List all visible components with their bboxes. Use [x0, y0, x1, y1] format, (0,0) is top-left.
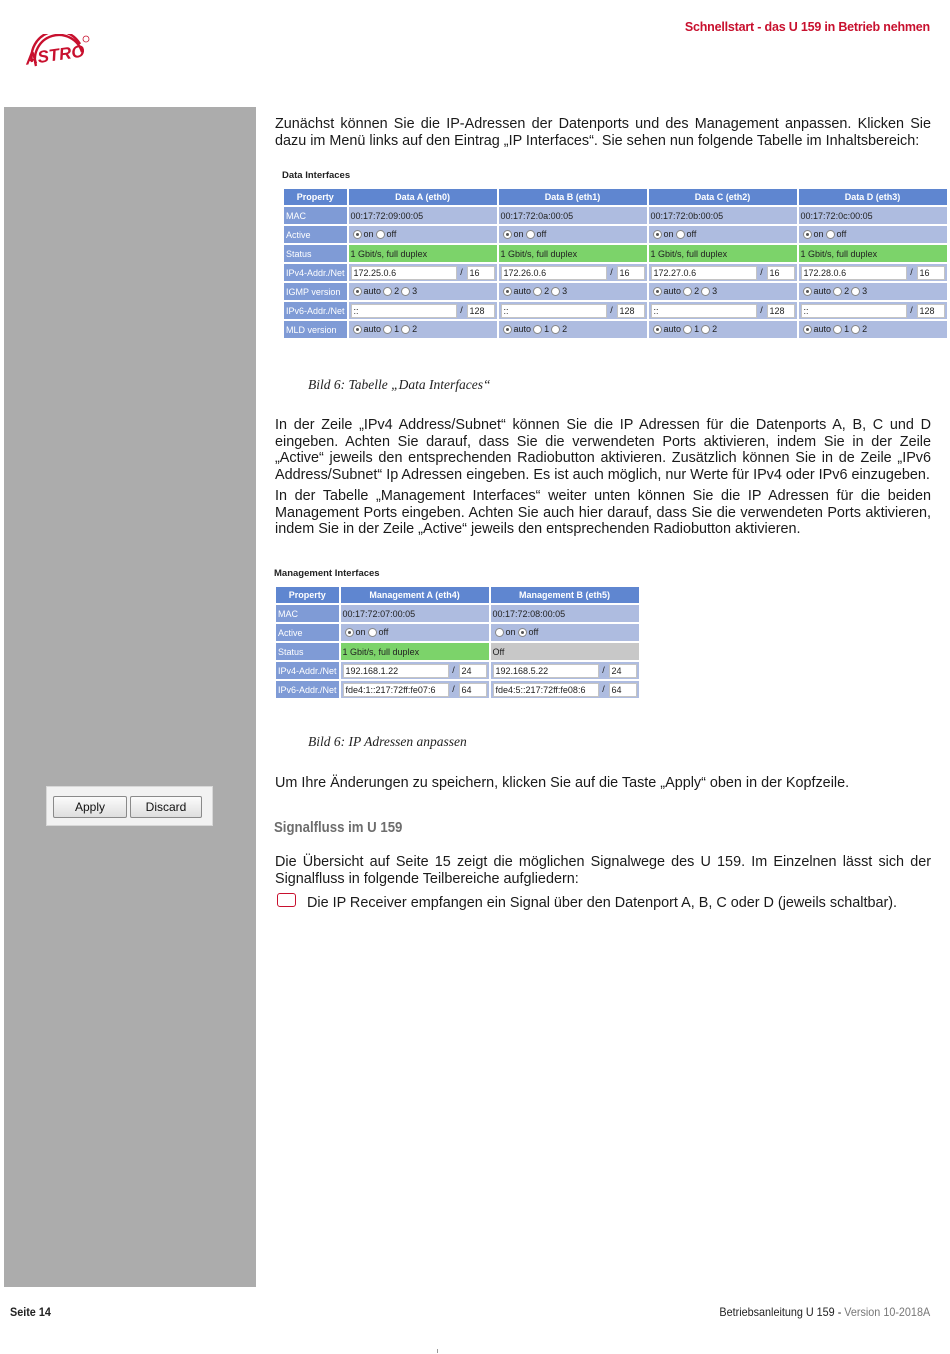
table-cell — [649, 226, 797, 243]
table-cell — [349, 302, 497, 319]
table-cell — [499, 226, 647, 243]
radio-label: on — [663, 229, 674, 240]
radio-button[interactable] — [653, 325, 662, 334]
table-cell — [349, 264, 497, 281]
column-header: Management A (eth4) — [341, 587, 489, 603]
radio-button[interactable] — [803, 325, 812, 334]
row-label: IPv6-Addr./Net — [284, 302, 347, 319]
radio-label: 2 — [562, 324, 568, 335]
radio-button[interactable] — [518, 628, 527, 637]
radio-button[interactable] — [803, 230, 812, 239]
table-cell: 00:17:72:0a:00:05 — [499, 207, 647, 224]
radio-label: 2 — [544, 286, 550, 297]
table-cell — [349, 226, 497, 243]
table-cell: 00:17:72:07:00:05 — [341, 605, 489, 622]
radio-label: auto — [363, 286, 382, 297]
column-header: Property — [276, 587, 339, 603]
column-header: Property — [284, 189, 347, 205]
radio-label: 2 — [844, 286, 850, 297]
radio-button[interactable] — [503, 287, 512, 296]
table-row — [276, 662, 639, 679]
column-header: Data D (eth3) — [799, 189, 947, 205]
radio-button[interactable] — [551, 287, 560, 296]
paragraph-management: In der Tabelle „Management Interfaces“ weiter unten können Sie die IP Adressen für die beiden Management Ports eingeben. Achten Sie auch hier darauf, dass Sie die verwendeten Ports aktivieren, indem Sie in der Zeile „Active“ jeweils den entsprechenden Radiobutton aktivieren. — [275, 488, 931, 538]
table-cell — [799, 264, 947, 281]
radio-label: auto — [513, 324, 532, 335]
table-cell — [349, 283, 497, 300]
radio-label: 1 — [844, 324, 850, 335]
prefix-input[interactable]: 128 — [917, 304, 945, 318]
table-cell — [499, 264, 647, 281]
row-label: MAC — [276, 605, 339, 622]
page-mark — [437, 1349, 438, 1353]
management-interfaces-screenshot — [274, 568, 634, 700]
radio-button[interactable] — [653, 230, 662, 239]
radio-button[interactable] — [551, 325, 560, 334]
slash-separator: / — [910, 304, 913, 315]
data-interfaces-table — [282, 187, 949, 340]
radio-button[interactable] — [353, 230, 362, 239]
svg-text:ASTRO: ASTRO — [24, 41, 86, 69]
radio-button[interactable] — [526, 230, 535, 239]
prefix-input[interactable]: 16 — [917, 266, 945, 280]
radio-button[interactable] — [353, 287, 362, 296]
apply-button[interactable]: Apply — [53, 796, 127, 818]
radio-label: auto — [663, 324, 682, 335]
slash-separator: / — [452, 683, 455, 694]
table-row — [284, 264, 947, 281]
prefix-input[interactable]: 128 — [617, 304, 645, 318]
radio-button[interactable] — [683, 287, 692, 296]
prefix-input[interactable]: 24 — [459, 664, 487, 678]
paragraph-ipv4: In der Zeile „IPv4 Address/Subnet“ können Sie die IP Adressen für die Datenports A, B, C und D eingeben. Achten Sie darauf, dass Sie die verwendeten Ports aktivieren, indem Sie in der Zeile „Active“ jeweils den entsprechenden Radiobutton aktivieren. Zusätzlich können Sie in de Zeile „IPv6 Address/Subnet“ Ip Adressen eingeben. Es ist auch möglich, nur Werte für IPv4 oder IPv6 einzugeben. — [275, 417, 931, 483]
table-row — [284, 245, 947, 262]
radio-button[interactable] — [383, 287, 392, 296]
slash-separator: / — [610, 266, 613, 277]
slash-separator: / — [452, 664, 455, 675]
radio-label: off — [378, 627, 389, 638]
data-interfaces-title: Data Interfaces — [282, 170, 351, 181]
radio-button[interactable] — [833, 325, 842, 334]
address-input[interactable]: 192.168.5.22 — [493, 664, 599, 678]
column-header: Data C (eth2) — [649, 189, 797, 205]
prefix-input[interactable]: 16 — [617, 266, 645, 280]
radio-button[interactable] — [401, 325, 410, 334]
side-column — [4, 107, 256, 1287]
radio-button[interactable] — [851, 287, 860, 296]
slash-separator: / — [460, 304, 463, 315]
figure-caption-2: Bild 6: IP Adressen anpassen — [308, 734, 467, 749]
table-row — [284, 207, 947, 224]
table-cell — [499, 321, 647, 338]
data-interfaces-screenshot — [282, 170, 935, 340]
address-input[interactable]: :: — [501, 304, 607, 318]
radio-button[interactable] — [503, 230, 512, 239]
management-interfaces-table — [274, 585, 641, 700]
slash-separator: / — [910, 266, 913, 277]
radio-button[interactable] — [653, 287, 662, 296]
prefix-input[interactable]: 128 — [767, 304, 795, 318]
column-header: Data B (eth1) — [499, 189, 647, 205]
paragraph-signalfluss: Die Übersicht auf Seite 15 zeigt die möglichen Signalwege des U 159. Im Einzelnen lässt sich der Signalfluss in folgende Teilbereiche aufgliedern: — [275, 854, 931, 887]
address-input[interactable]: fde4:5::217:72ff:fe08:6 — [493, 683, 599, 697]
radio-label: on — [363, 229, 374, 240]
table-cell: 00:17:72:0c:00:05 — [799, 207, 947, 224]
address-input[interactable]: :: — [801, 304, 907, 318]
table-cell: 1 Gbit/s, full duplex — [799, 245, 947, 262]
radio-button[interactable] — [383, 325, 392, 334]
radio-button[interactable] — [368, 628, 377, 637]
radio-button[interactable] — [376, 230, 385, 239]
radio-label: 1 — [544, 324, 550, 335]
slash-separator: / — [760, 304, 763, 315]
address-input[interactable]: 172.25.0.6 — [351, 266, 457, 280]
bullet-item: Die IP Receiver empfangen ein Signal über den Datenport A, B, C oder D (jeweils schaltbar). — [307, 895, 898, 911]
address-input[interactable]: 192.168.1.22 — [343, 664, 449, 678]
section-heading: Signalfluss im U 159 — [274, 819, 403, 836]
table-cell: Off — [491, 643, 639, 660]
table-cell — [649, 302, 797, 319]
footer-manual — [719, 1305, 930, 1319]
address-input[interactable]: 172.26.0.6 — [501, 266, 607, 280]
table-cell — [341, 681, 489, 698]
radio-label: 2 — [862, 324, 868, 335]
radio-button[interactable] — [533, 325, 542, 334]
radio-button[interactable] — [701, 287, 710, 296]
radio-button[interactable] — [803, 287, 812, 296]
radio-label: 3 — [712, 286, 718, 297]
table-row — [276, 643, 639, 660]
table-row — [284, 226, 947, 243]
row-label: Active — [284, 226, 347, 243]
prefix-input[interactable]: 64 — [459, 683, 487, 697]
radio-button[interactable] — [826, 230, 835, 239]
radio-button[interactable] — [353, 325, 362, 334]
row-label: Status — [284, 245, 347, 262]
radio-label: off — [686, 229, 697, 240]
row-label: IPv4-Addr./Net — [276, 662, 339, 679]
footer-manual-title: Betriebsanleitung U 159 - — [719, 1305, 845, 1319]
footer-page-number: Seite 14 — [10, 1305, 51, 1319]
prefix-input[interactable]: 24 — [609, 664, 637, 678]
radio-button[interactable] — [833, 287, 842, 296]
table-cell — [491, 681, 639, 698]
intro-paragraph: Zunächst können Sie die IP-Adressen der Datenports und des Management anpassen. Klicken Sie dazu im Menü links auf den Eintrag „IP Interfaces“. Sie sehen nun folgende Tabelle im Inhaltsbereich: — [275, 116, 931, 149]
table-cell — [649, 321, 797, 338]
discard-button[interactable]: Discard — [130, 796, 202, 818]
bullet-marker — [277, 893, 296, 907]
radio-label: 3 — [862, 286, 868, 297]
table-row — [284, 283, 947, 300]
slash-separator: / — [602, 683, 605, 694]
table-cell — [649, 283, 797, 300]
table-cell: 00:17:72:08:00:05 — [491, 605, 639, 622]
table-cell — [349, 321, 497, 338]
table-row — [276, 624, 639, 641]
table-cell: 1 Gbit/s, full duplex — [649, 245, 797, 262]
radio-label: off — [386, 229, 397, 240]
table-cell — [649, 264, 797, 281]
address-input[interactable]: 172.27.0.6 — [651, 266, 757, 280]
radio-button[interactable] — [851, 325, 860, 334]
table-cell — [499, 283, 647, 300]
table-cell: 1 Gbit/s, full duplex — [341, 643, 489, 660]
apply-discard-panel — [46, 786, 213, 826]
radio-button[interactable] — [401, 287, 410, 296]
table-row — [284, 302, 947, 319]
row-label: Active — [276, 624, 339, 641]
radio-label: auto — [663, 286, 682, 297]
row-label: IGMP version — [284, 283, 347, 300]
radio-label: off — [836, 229, 847, 240]
radio-label: on — [505, 627, 516, 638]
slash-separator: / — [460, 266, 463, 277]
table-cell — [491, 662, 639, 679]
footer-version: Version 10-2018A — [844, 1305, 930, 1319]
radio-button[interactable] — [495, 628, 504, 637]
radio-label: off — [528, 627, 539, 638]
radio-label: 2 — [694, 286, 700, 297]
radio-label: 3 — [412, 286, 418, 297]
slash-separator: / — [602, 664, 605, 675]
table-cell — [799, 302, 947, 319]
prefix-input[interactable]: 16 — [467, 266, 495, 280]
radio-label: 3 — [562, 286, 568, 297]
radio-label: 1 — [394, 324, 400, 335]
row-label: IPv6-Addr./Net — [276, 681, 339, 698]
radio-button[interactable] — [676, 230, 685, 239]
table-cell — [341, 662, 489, 679]
address-input[interactable]: 172.28.0.6 — [801, 266, 907, 280]
table-cell — [341, 624, 489, 641]
table-cell: 00:17:72:09:00:05 — [349, 207, 497, 224]
prefix-input[interactable]: 128 — [467, 304, 495, 318]
table-cell — [799, 283, 947, 300]
header-title: Schnellstart - das U 159 in Betrieb nehmen — [684, 20, 930, 34]
radio-label: 2 — [712, 324, 718, 335]
radio-label: on — [813, 229, 824, 240]
radio-label: 2 — [412, 324, 418, 335]
prefix-input[interactable]: 64 — [609, 683, 637, 697]
table-cell: 00:17:72:0b:00:05 — [649, 207, 797, 224]
row-label: MAC — [284, 207, 347, 224]
table-cell: 1 Gbit/s, full duplex — [499, 245, 647, 262]
address-input[interactable]: :: — [351, 304, 457, 318]
radio-label: off — [536, 229, 547, 240]
column-header: Management B (eth5) — [491, 587, 639, 603]
radio-label: auto — [813, 286, 832, 297]
radio-label: on — [513, 229, 524, 240]
prefix-input[interactable]: 16 — [767, 266, 795, 280]
table-row — [276, 605, 639, 622]
radio-label: auto — [813, 324, 832, 335]
address-input[interactable]: fde4:1::217:72ff:fe07:6 — [343, 683, 449, 697]
column-header: Data A (eth0) — [349, 189, 497, 205]
row-label: MLD version — [284, 321, 347, 338]
table-row — [276, 681, 639, 698]
table-cell — [799, 226, 947, 243]
radio-label: auto — [363, 324, 382, 335]
table-row — [284, 321, 947, 338]
slash-separator: / — [610, 304, 613, 315]
radio-label: on — [355, 627, 366, 638]
radio-button[interactable] — [345, 628, 354, 637]
table-cell — [491, 624, 639, 641]
table-cell — [799, 321, 947, 338]
radio-button[interactable] — [533, 287, 542, 296]
figure-caption-1: Bild 6: Tabelle „Data Interfaces“ — [308, 377, 491, 392]
radio-button[interactable] — [503, 325, 512, 334]
paragraph-apply: Um Ihre Änderungen zu speichern, klicken Sie auf die Taste „Apply“ oben in der Kopfzeile. — [275, 775, 850, 791]
row-label: IPv4-Addr./Net — [284, 264, 347, 281]
management-interfaces-title: Management Interfaces — [274, 568, 380, 579]
radio-label: 1 — [694, 324, 700, 335]
astro-logo — [22, 34, 92, 70]
address-input[interactable]: :: — [651, 304, 757, 318]
radio-button[interactable] — [701, 325, 710, 334]
table-cell: 1 Gbit/s, full duplex — [349, 245, 497, 262]
radio-label: auto — [513, 286, 532, 297]
radio-label: 2 — [394, 286, 400, 297]
table-cell — [499, 302, 647, 319]
slash-separator: / — [760, 266, 763, 277]
radio-button[interactable] — [683, 325, 692, 334]
row-label: Status — [276, 643, 339, 660]
